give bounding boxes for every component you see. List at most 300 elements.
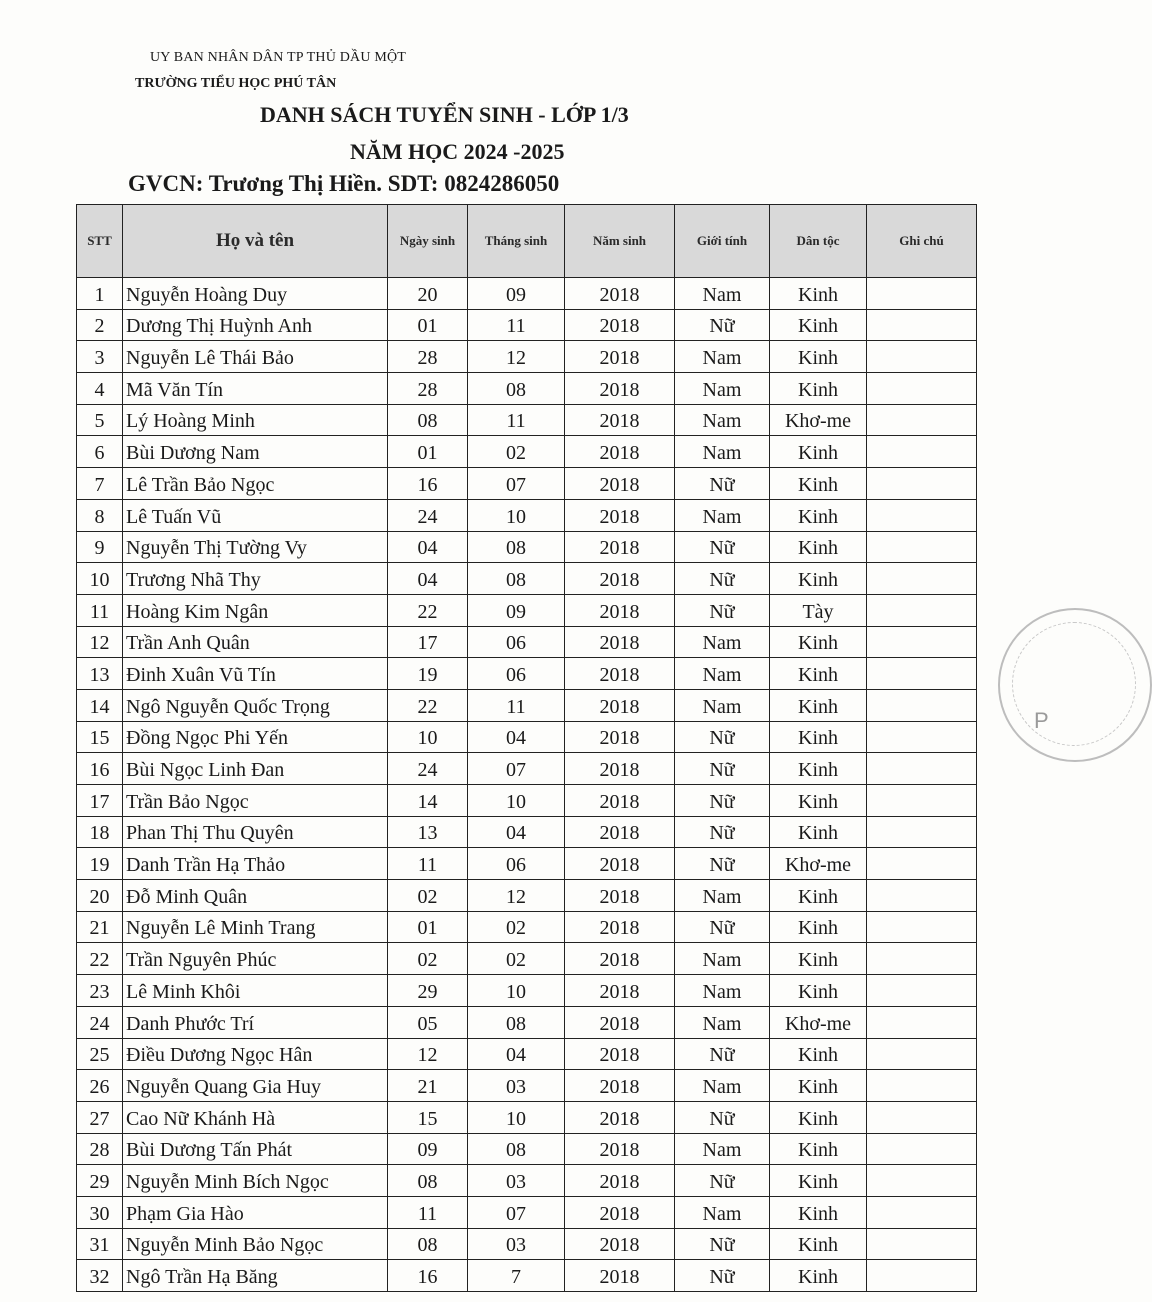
cell-ethnicity: Kinh <box>770 1133 867 1165</box>
cell-full-name: Hoàng Kim Ngân <box>123 594 388 626</box>
table-row <box>77 1165 977 1197</box>
table-row <box>77 309 977 341</box>
cell-birth-day: 22 <box>388 594 468 626</box>
cell-notes <box>867 626 977 658</box>
table-row <box>77 1260 977 1292</box>
cell-stt: 22 <box>77 943 123 975</box>
cell-full-name: Nguyễn Hoàng Duy <box>123 278 388 310</box>
cell-gender: Nữ <box>675 785 770 817</box>
cell-ethnicity: Kinh <box>770 880 867 912</box>
cell-birth-day: 12 <box>388 1038 468 1070</box>
cell-birth-year: 2018 <box>565 499 675 531</box>
cell-birth-month: 11 <box>468 689 565 721</box>
table-row <box>77 1228 977 1260</box>
cell-full-name: Trần Bảo Ngọc <box>123 785 388 817</box>
cell-gender: Nam <box>675 1133 770 1165</box>
cell-gender: Nữ <box>675 309 770 341</box>
cell-full-name: Danh Phước Trí <box>123 1006 388 1038</box>
cell-notes <box>867 1006 977 1038</box>
cell-birth-day: 21 <box>388 1070 468 1102</box>
cell-birth-day: 24 <box>388 753 468 785</box>
cell-stt: 18 <box>77 816 123 848</box>
cell-full-name: Nguyễn Lê Thái Bảo <box>123 341 388 373</box>
cell-gender: Nữ <box>675 848 770 880</box>
cell-birth-month: 03 <box>468 1070 565 1102</box>
cell-notes <box>867 468 977 500</box>
table-row <box>77 1070 977 1102</box>
cell-full-name: Bùi Dương Tấn Phát <box>123 1133 388 1165</box>
cell-notes <box>867 499 977 531</box>
cell-notes <box>867 689 977 721</box>
cell-birth-day: 01 <box>388 436 468 468</box>
cell-ethnicity: Kinh <box>770 1165 867 1197</box>
cell-birth-month: 10 <box>468 499 565 531</box>
cell-ethnicity: Kinh <box>770 341 867 373</box>
table-row <box>77 658 977 690</box>
cell-notes <box>867 1038 977 1070</box>
cell-gender: Nữ <box>675 531 770 563</box>
cell-gender: Nữ <box>675 563 770 595</box>
cell-birth-year: 2018 <box>565 689 675 721</box>
cell-birth-year: 2018 <box>565 341 675 373</box>
cell-full-name: Nguyễn Minh Bích Ngọc <box>123 1165 388 1197</box>
cell-birth-month: 04 <box>468 721 565 753</box>
cell-notes <box>867 816 977 848</box>
cell-notes <box>867 594 977 626</box>
table-row <box>77 943 977 975</box>
table-row <box>77 404 977 436</box>
cell-ethnicity: Kinh <box>770 563 867 595</box>
table-row <box>77 436 977 468</box>
cell-birth-day: 04 <box>388 563 468 595</box>
cell-birth-month: 11 <box>468 404 565 436</box>
cell-notes <box>867 278 977 310</box>
cell-full-name: Mã Văn Tín <box>123 373 388 405</box>
cell-birth-month: 06 <box>468 658 565 690</box>
cell-stt: 24 <box>77 1006 123 1038</box>
cell-birth-year: 2018 <box>565 1101 675 1133</box>
cell-birth-year: 2018 <box>565 1165 675 1197</box>
cell-notes <box>867 785 977 817</box>
cell-birth-month: 06 <box>468 848 565 880</box>
cell-stt: 31 <box>77 1228 123 1260</box>
cell-birth-year: 2018 <box>565 753 675 785</box>
cell-gender: Nam <box>675 341 770 373</box>
cell-full-name: Bùi Dương Nam <box>123 436 388 468</box>
cell-birth-day: 02 <box>388 880 468 912</box>
cell-gender: Nam <box>675 1006 770 1038</box>
cell-birth-year: 2018 <box>565 309 675 341</box>
cell-stt: 20 <box>77 880 123 912</box>
cell-birth-month: 03 <box>468 1228 565 1260</box>
cell-stt: 8 <box>77 499 123 531</box>
cell-stt: 10 <box>77 563 123 595</box>
cell-gender: Nữ <box>675 721 770 753</box>
cell-stt: 28 <box>77 1133 123 1165</box>
organization-name: UY BAN NHÂN DÂN TP THỦ DẦU MỘT <box>150 50 407 65</box>
enrollment-table <box>76 204 977 1292</box>
cell-notes <box>867 1228 977 1260</box>
cell-birth-month: 08 <box>468 1006 565 1038</box>
header-ethnicity: Dân tộc <box>770 205 867 278</box>
cell-gender: Nữ <box>675 753 770 785</box>
cell-full-name: Đinh Xuân Vũ Tín <box>123 658 388 690</box>
cell-notes <box>867 1133 977 1165</box>
cell-notes <box>867 436 977 468</box>
cell-ethnicity: Kinh <box>770 785 867 817</box>
cell-birth-year: 2018 <box>565 785 675 817</box>
cell-birth-year: 2018 <box>565 816 675 848</box>
cell-birth-year: 2018 <box>565 1070 675 1102</box>
table-row <box>77 1006 977 1038</box>
cell-notes <box>867 373 977 405</box>
table-row <box>77 341 977 373</box>
document-title: DANH SÁCH TUYỂN SINH - LỚP 1/3 <box>260 102 629 127</box>
cell-birth-day: 28 <box>388 341 468 373</box>
cell-birth-month: 08 <box>468 373 565 405</box>
cell-full-name: Ngô Trần Hạ Băng <box>123 1260 388 1292</box>
cell-birth-year: 2018 <box>565 1038 675 1070</box>
cell-stt: 32 <box>77 1260 123 1292</box>
cell-birth-day: 05 <box>388 1006 468 1038</box>
cell-ethnicity: Kinh <box>770 753 867 785</box>
table-row <box>77 468 977 500</box>
cell-gender: Nữ <box>675 911 770 943</box>
cell-birth-month: 08 <box>468 531 565 563</box>
cell-full-name: Dương Thị Huỳnh Anh <box>123 309 388 341</box>
cell-full-name: Nguyễn Lê Minh Trang <box>123 911 388 943</box>
cell-ethnicity: Kinh <box>770 975 867 1007</box>
cell-full-name: Đỗ Minh Quân <box>123 880 388 912</box>
table-header-row <box>77 205 977 278</box>
cell-stt: 15 <box>77 721 123 753</box>
cell-ethnicity: Kinh <box>770 278 867 310</box>
cell-birth-day: 19 <box>388 658 468 690</box>
cell-full-name: Danh Trần Hạ Thảo <box>123 848 388 880</box>
cell-notes <box>867 404 977 436</box>
table-row <box>77 278 977 310</box>
table-row <box>77 911 977 943</box>
cell-stt: 26 <box>77 1070 123 1102</box>
cell-birth-day: 17 <box>388 626 468 658</box>
cell-stt: 25 <box>77 1038 123 1070</box>
cell-gender: Nữ <box>675 816 770 848</box>
cell-ethnicity: Kinh <box>770 816 867 848</box>
cell-birth-month: 12 <box>468 880 565 912</box>
cell-full-name: Đồng Ngọc Phi Yến <box>123 721 388 753</box>
cell-notes <box>867 1260 977 1292</box>
cell-gender: Nữ <box>675 1228 770 1260</box>
cell-gender: Nữ <box>675 468 770 500</box>
cell-notes <box>867 848 977 880</box>
cell-gender: Nam <box>675 1070 770 1102</box>
cell-birth-year: 2018 <box>565 563 675 595</box>
cell-gender: Nữ <box>675 1101 770 1133</box>
table-row <box>77 721 977 753</box>
cell-birth-day: 04 <box>388 531 468 563</box>
cell-ethnicity: Kinh <box>770 436 867 468</box>
cell-notes <box>867 341 977 373</box>
cell-gender: Nam <box>675 658 770 690</box>
header-full-name: Họ và tên <box>123 205 388 278</box>
homeroom-teacher-line: GVCN: Trương Thị Hiền. SDT: 0824286050 <box>128 171 560 196</box>
cell-birth-day: 02 <box>388 943 468 975</box>
cell-birth-day: 11 <box>388 1196 468 1228</box>
cell-birth-day: 10 <box>388 721 468 753</box>
header-birth-month: Tháng sinh <box>468 205 565 278</box>
cell-birth-year: 2018 <box>565 848 675 880</box>
header-stt: STT <box>77 205 123 278</box>
table-row <box>77 816 977 848</box>
cell-birth-year: 2018 <box>565 373 675 405</box>
cell-full-name: Phạm Gia Hào <box>123 1196 388 1228</box>
stamp-letter: P <box>1034 708 1049 733</box>
cell-birth-year: 2018 <box>565 626 675 658</box>
cell-birth-month: 04 <box>468 1038 565 1070</box>
cell-gender: Nam <box>675 689 770 721</box>
cell-ethnicity: Kinh <box>770 1038 867 1070</box>
table-row <box>77 563 977 595</box>
cell-stt: 5 <box>77 404 123 436</box>
cell-birth-month: 02 <box>468 911 565 943</box>
cell-notes <box>867 721 977 753</box>
table-row <box>77 626 977 658</box>
table-row <box>77 594 977 626</box>
cell-birth-year: 2018 <box>565 594 675 626</box>
table-row <box>77 848 977 880</box>
cell-full-name: Trần Anh Quân <box>123 626 388 658</box>
cell-gender: Nữ <box>675 1165 770 1197</box>
cell-ethnicity: Kinh <box>770 1101 867 1133</box>
cell-birth-month: 07 <box>468 468 565 500</box>
cell-ethnicity: Kinh <box>770 1260 867 1292</box>
cell-ethnicity: Kinh <box>770 721 867 753</box>
cell-birth-year: 2018 <box>565 1228 675 1260</box>
cell-gender: Nữ <box>675 594 770 626</box>
cell-birth-year: 2018 <box>565 468 675 500</box>
cell-full-name: Trương Nhã Thy <box>123 563 388 595</box>
table-row <box>77 1101 977 1133</box>
table-row <box>77 785 977 817</box>
cell-birth-month: 12 <box>468 341 565 373</box>
cell-stt: 19 <box>77 848 123 880</box>
cell-gender: Nam <box>675 943 770 975</box>
cell-birth-day: 13 <box>388 816 468 848</box>
cell-birth-year: 2018 <box>565 911 675 943</box>
cell-full-name: Lê Minh Khôi <box>123 975 388 1007</box>
cell-birth-year: 2018 <box>565 1260 675 1292</box>
cell-birth-month: 09 <box>468 278 565 310</box>
cell-notes <box>867 658 977 690</box>
cell-birth-year: 2018 <box>565 880 675 912</box>
cell-birth-year: 2018 <box>565 1006 675 1038</box>
cell-birth-month: 08 <box>468 1133 565 1165</box>
cell-ethnicity: Kinh <box>770 373 867 405</box>
cell-birth-day: 29 <box>388 975 468 1007</box>
table-row <box>77 531 977 563</box>
cell-birth-month: 10 <box>468 975 565 1007</box>
cell-full-name: Điều Dương Ngọc Hân <box>123 1038 388 1070</box>
cell-birth-month: 02 <box>468 436 565 468</box>
cell-stt: 6 <box>77 436 123 468</box>
cell-birth-year: 2018 <box>565 1196 675 1228</box>
cell-birth-day: 20 <box>388 278 468 310</box>
cell-ethnicity: Kinh <box>770 658 867 690</box>
cell-ethnicity: Kinh <box>770 468 867 500</box>
cell-birth-year: 2018 <box>565 975 675 1007</box>
cell-stt: 3 <box>77 341 123 373</box>
table-row <box>77 753 977 785</box>
cell-stt: 30 <box>77 1196 123 1228</box>
cell-ethnicity: Khơ-me <box>770 1006 867 1038</box>
cell-birth-day: 08 <box>388 404 468 436</box>
cell-notes <box>867 1101 977 1133</box>
cell-birth-day: 11 <box>388 848 468 880</box>
cell-birth-month: 08 <box>468 563 565 595</box>
cell-birth-year: 2018 <box>565 943 675 975</box>
cell-full-name: Cao Nữ Khánh Hà <box>123 1101 388 1133</box>
cell-birth-day: 08 <box>388 1165 468 1197</box>
cell-notes <box>867 309 977 341</box>
cell-stt: 7 <box>77 468 123 500</box>
cell-gender: Nữ <box>675 1260 770 1292</box>
cell-full-name: Trần Nguyên Phúc <box>123 943 388 975</box>
cell-stt: 2 <box>77 309 123 341</box>
cell-notes <box>867 563 977 595</box>
cell-birth-day: 15 <box>388 1101 468 1133</box>
cell-gender: Nam <box>675 975 770 1007</box>
cell-stt: 13 <box>77 658 123 690</box>
cell-full-name: Phan Thị Thu Quyên <box>123 816 388 848</box>
cell-birth-month: 06 <box>468 626 565 658</box>
table-row <box>77 1038 977 1070</box>
school-year: NĂM HỌC 2024 -2025 <box>350 139 565 164</box>
cell-birth-day: 14 <box>388 785 468 817</box>
cell-birth-year: 2018 <box>565 278 675 310</box>
cell-birth-day: 24 <box>388 499 468 531</box>
cell-stt: 4 <box>77 373 123 405</box>
cell-stt: 1 <box>77 278 123 310</box>
cell-ethnicity: Kinh <box>770 689 867 721</box>
cell-birth-day: 01 <box>388 911 468 943</box>
cell-stt: 14 <box>77 689 123 721</box>
cell-stt: 21 <box>77 911 123 943</box>
cell-ethnicity: Khơ-me <box>770 404 867 436</box>
cell-gender: Nam <box>675 278 770 310</box>
cell-ethnicity: Kinh <box>770 1228 867 1260</box>
cell-birth-year: 2018 <box>565 721 675 753</box>
cell-ethnicity: Kinh <box>770 626 867 658</box>
cell-stt: 23 <box>77 975 123 1007</box>
table-row <box>77 499 977 531</box>
cell-gender: Nam <box>675 1196 770 1228</box>
cell-birth-day: 22 <box>388 689 468 721</box>
cell-stt: 29 <box>77 1165 123 1197</box>
cell-gender: Nam <box>675 626 770 658</box>
cell-notes <box>867 880 977 912</box>
cell-ethnicity: Kinh <box>770 943 867 975</box>
cell-birth-month: 02 <box>468 943 565 975</box>
cell-full-name: Nguyễn Thị Tường Vy <box>123 531 388 563</box>
cell-birth-month: 03 <box>468 1165 565 1197</box>
cell-gender: Nữ <box>675 1038 770 1070</box>
table-row <box>77 689 977 721</box>
table-body <box>77 278 977 1292</box>
cell-birth-year: 2018 <box>565 436 675 468</box>
cell-stt: 27 <box>77 1101 123 1133</box>
cell-full-name: Lý Hoàng Minh <box>123 404 388 436</box>
cell-notes <box>867 1070 977 1102</box>
cell-full-name: Ngô Nguyễn Quốc Trọng <box>123 689 388 721</box>
cell-birth-year: 2018 <box>565 658 675 690</box>
stamp-inner-ring <box>1012 622 1136 746</box>
cell-stt: 11 <box>77 594 123 626</box>
cell-ethnicity: Kinh <box>770 1196 867 1228</box>
cell-birth-day: 28 <box>388 373 468 405</box>
cell-birth-month: 10 <box>468 785 565 817</box>
cell-full-name: Lê Tuấn Vũ <box>123 499 388 531</box>
cell-notes <box>867 943 977 975</box>
header-birth-year: Năm sinh <box>565 205 675 278</box>
cell-birth-month: 11 <box>468 309 565 341</box>
cell-notes <box>867 753 977 785</box>
header-birth-day: Ngày sinh <box>388 205 468 278</box>
school-name: TRƯỜNG TIỂU HỌC PHÚ TÂN <box>135 76 337 91</box>
cell-full-name: Nguyễn Minh Bảo Ngọc <box>123 1228 388 1260</box>
cell-birth-year: 2018 <box>565 1133 675 1165</box>
cell-ethnicity: Kinh <box>770 499 867 531</box>
cell-gender: Nam <box>675 373 770 405</box>
cell-birth-month: 7 <box>468 1260 565 1292</box>
cell-birth-month: 07 <box>468 753 565 785</box>
cell-gender: Nam <box>675 404 770 436</box>
cell-gender: Nam <box>675 499 770 531</box>
cell-notes <box>867 1165 977 1197</box>
table-row <box>77 880 977 912</box>
cell-birth-day: 09 <box>388 1133 468 1165</box>
cell-notes <box>867 911 977 943</box>
cell-full-name: Nguyễn Quang Gia Huy <box>123 1070 388 1102</box>
cell-birth-year: 2018 <box>565 531 675 563</box>
cell-notes <box>867 975 977 1007</box>
cell-birth-day: 16 <box>388 468 468 500</box>
cell-ethnicity: Kinh <box>770 1070 867 1102</box>
table-row <box>77 1196 977 1228</box>
header-notes: Ghi chú <box>867 205 977 278</box>
cell-birth-day: 08 <box>388 1228 468 1260</box>
cell-birth-year: 2018 <box>565 404 675 436</box>
official-stamp <box>998 608 1152 762</box>
table-row <box>77 373 977 405</box>
cell-notes <box>867 1196 977 1228</box>
cell-ethnicity: Tày <box>770 594 867 626</box>
cell-stt: 17 <box>77 785 123 817</box>
cell-birth-month: 04 <box>468 816 565 848</box>
cell-full-name: Bùi Ngọc Linh Đan <box>123 753 388 785</box>
cell-stt: 16 <box>77 753 123 785</box>
cell-ethnicity: Kinh <box>770 309 867 341</box>
cell-birth-day: 01 <box>388 309 468 341</box>
cell-ethnicity: Khơ-me <box>770 848 867 880</box>
cell-birth-month: 09 <box>468 594 565 626</box>
cell-gender: Nam <box>675 880 770 912</box>
cell-full-name: Lê Trần Bảo Ngọc <box>123 468 388 500</box>
cell-stt: 12 <box>77 626 123 658</box>
cell-birth-day: 16 <box>388 1260 468 1292</box>
cell-gender: Nam <box>675 436 770 468</box>
cell-ethnicity: Kinh <box>770 911 867 943</box>
header-gender: Giới tính <box>675 205 770 278</box>
